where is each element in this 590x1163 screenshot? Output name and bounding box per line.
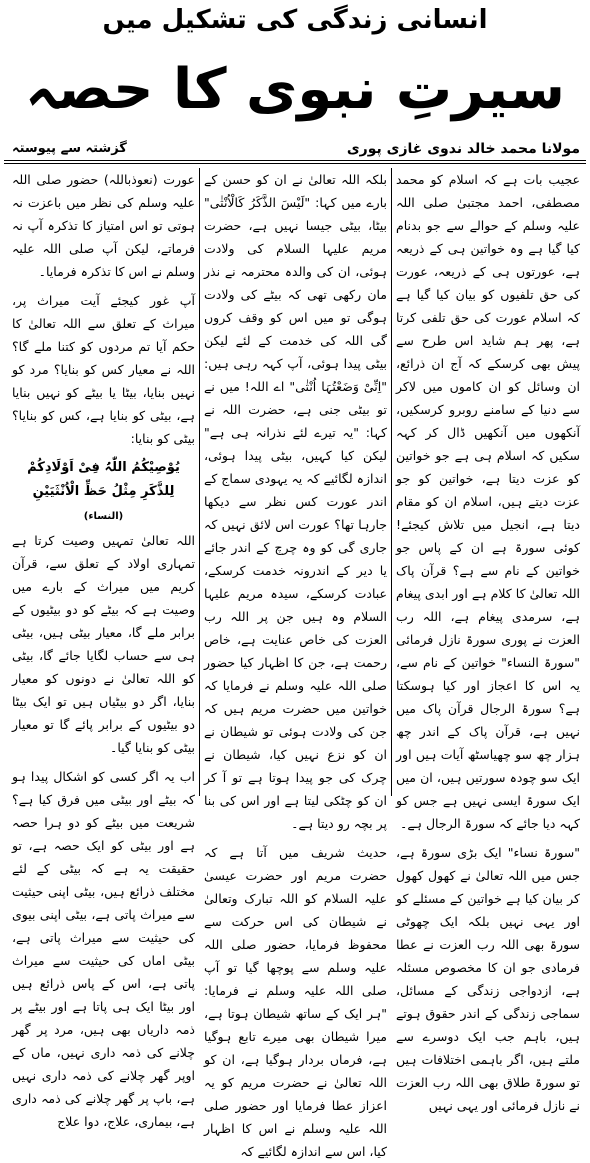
paragraph: حدیث شریف میں آتا ہے کہ حضرت مریم اور حضرت عیسیٰ علیہ السلام کو اللہ تبارک وتعالیٰ نے شیطان کی اس حرکت سے محفوظ فرمایا، حضور صلی اللہ علیہ وسلم سے پوچھا گیا تو آپ صلی اللہ علیہ وسلم نے فرمایا: "ہر ایک کے ساتھ شیطان ہوتا ہے، میرا شیطان بھی میرے تابع ہوگیا ہے، فرماں بردار ہوگیا ہے، ان کو اللہ تعالیٰ نے حضرت مریم کو یہ اعزاز عطا فرمایا اور حضور صلی اللہ علیہ وسلم نے اس کا اظہار کیا، اس سے اندازہ لگائیے کہ (204, 845, 387, 1159)
column-right (392, 168, 584, 1113)
header-divider (4, 160, 586, 161)
verse-text: لِلذَّکَرِ مِثْلُ حَظِّ الْاُنْثَیَیْنِ (32, 484, 175, 499)
header-divider-second (4, 163, 586, 164)
paragraph: عجیب بات ہے کہ اسلام کو محمد مصطفی، احمد مجتبیٰ صلی اللہ علیہ وسلم کے حوالے سے جو بدنام کیا گیا ہے وہ خواتین ہی کے ذریعہ ہے، عورتوں ہی کے ذریعہ، عورت کی حق تلفیوں کو بیان کیا گیا ہے کہ اسلام عورت کی حق تلفی کرتا ہے، پھر ہم شاید اس طرح سے پیش بھی کرسکے کہ آج ان ذرائع، ان وسائل کو ان کاموں میں لاکر سے دنیا کے سامنے روبرو کرسکیں، آنکھوں میں آنکھیں ڈال کر کہہ سکیں کہ اسلام ہی ہے جو خواتین کو عزت دیتا ہے، خواتین کو جو عزت دیتے ہیں، اسلام ان کو مقام دیتا ہے، انجیل میں تلاش کیجئے! کوئی سورۃ ہے ان کے پاس جو خواتین کے نام سے ہے؟ قرآن پاک اللہ تعالیٰ کا کلام ہے اور ابدی پیغام ہے، سرمدی پیغام ہے، اللہ رب العزت نے پوری سورۃ نازل فرمائی "سورۃ النساء" خواتین کے نام سے، یہ اس کا اعجاز اور کیا ہوسکتا ہے؟ سورۃ الرجال قرآن پاک میں نہیں ہے، قرآن پاک کے اندر چھ ہزار چھ سو چھیاسٹھ آیات ہیں اور ایک سو چودہ سورتیں ہیں، ان میں ایک سورۃ ایسی نہیں ہے جس کو کہہ دیا جائے کہ سورۃ الرجال ہے۔ (396, 172, 580, 831)
paragraph: "سورۃ نساء" ایک بڑی سورۃ ہے، جس میں اللہ تعالیٰ نے کھول کھول کر بیان کیا ہے خواتین کے مسئلے کو اور یہی نہیں بلکہ ایک چھوٹی سورۃ بھی اللہ رب العزت نے عطا فرمادی جو ان کا مخصوص مسئلہ ہے، ازدواجی زندگی کے مسائل، سماجی زندگی کے اندر حقوق ہوتے ہیں، باہم جب ایک دوسرے سے ملتے ہیں، اگر باہمی اختلافات ہیں تو سورۃ طلاق بھی اللہ رب العزت نے نازل فرمائی اور یہی نہیں (396, 845, 580, 1113)
paragraph: اب یہ اگر کسی کو اشکال پیدا ہو کہ بیٹے اور بیٹی میں فرق کیا ہے؟ شریعت میں بیٹے کو دو ہرا حصہ ہے اور بیٹی کو ایک حصہ ہے، تو حقیقت یہ ہے کہ بیٹی کے لئے مختلف ذرائع ہیں، بیٹی اپنی حیثیت سے میراث پاتی ہے، بیٹی اپنی بیوی کی حیثیت سے میراث پاتی ہے، بیٹی اماں کی حیثیت سے میراث پاتی ہے، اس کے پاس ذرائع ہیں اور بیٹا ایک ہی پاتا ہے اور بیٹے پر ذمہ داریاں بھی ہیں، مرد پر گھر چلانے کی ذمہ داری نہیں، ماں کے اوپر گھر چلانے کی ذمہ داری نہیں ہے، باپ پر گھر چلانے کی ذمہ داری ہے، بیماری، علاج، دوا علاج (12, 769, 195, 1129)
article-columns (6, 168, 584, 1159)
verse-line: یُوْصِیْکُمُ اللّٰہُ فِیْ اَوْلَادِکُمْ (27, 460, 180, 475)
author-name: مولانا محمد خالد ندوی غازی پوری (346, 141, 580, 157)
verse-reference: (النساء) (83, 511, 124, 522)
continued-label: گزشتہ سے پیوستہ (12, 141, 127, 156)
verse-line (12, 480, 195, 529)
column-left (8, 168, 200, 1129)
column-middle (200, 168, 392, 1159)
paragraph: بلکہ اللہ تعالیٰ نے ان کو حسن کے بارے میں کہا: "لَیْسَ الذَّکَرُ کَالْاُنْثٰی" بیٹا، بیٹی جیسا نہیں ہے، حضرت مریم علیہا السلام کی ولادت ہوئی، ان کی والدہ محترمہ نے نذر مان رکھی تھی کہ بیٹے کی ولادت ہوگی تو میں اس کو وقف کروں گی اللہ کی خدمت کے لئے لیکن بیٹی پیدا ہوئی، آپ کہہ رہی ہیں: "اِنِّیْ وَضَعْتُہَا اُنْثٰی" اے اللہ! میں نے تو بیٹی جنی ہے، حضرت اللہ نے کہا: "یہ تیرے لئے نذرانہ ہی ہے" لیکن کیا کہیں، بیٹی پیدا ہوئی، اندازہ لگائیے کہ یہ یہودی سماج کے اندر عورت کس نظر سے دیکھا جارہا تھا؟ عورت اس لائق نہیں کہ جاری گی کو وہ چرچ کے اندر جائے یا دیر کے اندرونہ خدمت کرسکے، عبادت کرسکے، سیدہ مریم علیہا السلام وہ ہیں جن پر اللہ رب العزت کی خاص عنایت ہے، خاص رحمت ہے، جن کا اظہار کیا حضور صلی اللہ علیہ وسلم نے فرمایا کہ خواتین میں حضرت مریم ہیں کہ جن کی ولادت ہوئی تو شیطان نے ان کو نزع نہیں کیا، شیطان نے چرک کی جو پیدا ہوتا ہے تو آ کر ان کو چٹکی لیتا ہے اور اس کی بنا پر بچہ رو دیتا ہے۔ (204, 172, 387, 831)
byline-row (4, 138, 586, 160)
article-kicker: انسانی زندگی کی تشکیل میں (102, 5, 488, 35)
article-headline: سیرتِ نبوی کا حصہ (25, 57, 565, 122)
quran-verse (12, 456, 195, 529)
paragraph: عورت (نعوذباللہ) حضور صلی اللہ علیہ وسلم کی نظر میں باعزت نہ ہوتی تو اس امتیاز کا تذکرہ آپ نہ فرماتے، لیکن آپ صلی اللہ علیہ وسلم نے اس کا تذکرہ فرمایا۔ (12, 172, 195, 279)
paragraph: اللہ تعالیٰ تمہیں وصیت کرتا ہے تمہاری اولاد کے تعلق سے، قرآن کریم میں میراث کے بارے میں وصیت ہے کہ بیٹے کو دو بیٹیوں کے برابر ملے گا، معیار بیٹی ہیں، بیٹی ہی سے حساب لگایا جائے گا، بیٹی کو اللہ تعالیٰ نے دونوں کو معیار بنایا، اگر دو بیٹیاں ہیں تو ایک بیٹا دو بیٹیوں کے برابر پائے گا تو معیار بیٹی کو بنایا گیا۔ (12, 533, 195, 755)
paragraph: آپ غور کیجئے آیت میراث پر، میراث کے تعلق سے اللہ تعالیٰ کا حکم آیا تم مردوں کو کتنا ملے گا؟ اللہ نے معیار کس کو بنایا؟ مرد کو نہیں بنایا، بیٹا یا بیٹے کو نہیں بنایا ہے، بیٹی کو بنایا ہے، کس کو بنایا؟ بیٹی کو بنایا: (12, 293, 195, 446)
